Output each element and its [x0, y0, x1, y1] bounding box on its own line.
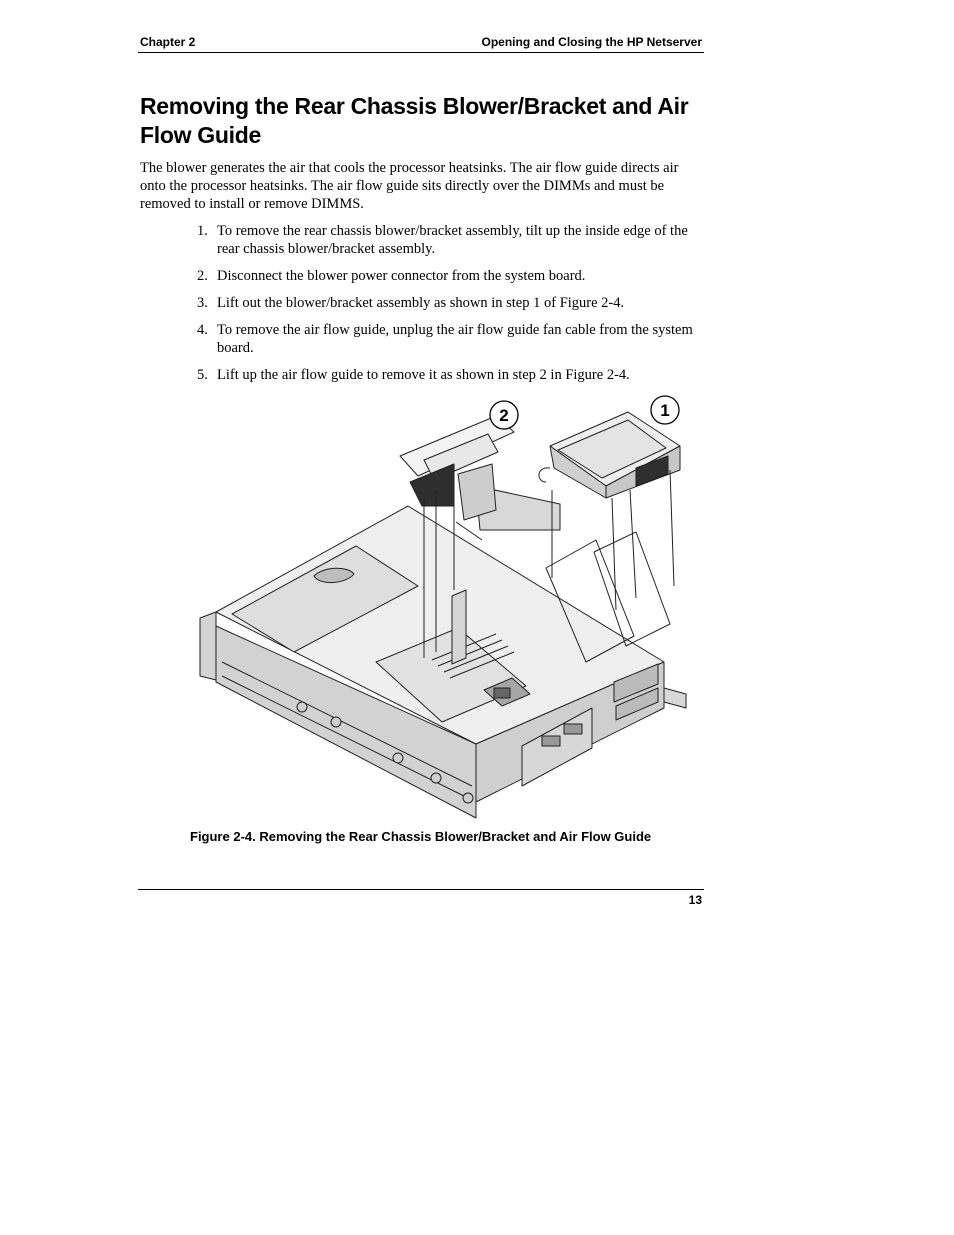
intro-paragraph: The blower generates the air that cools the processor heatsinks. The air flow guide directs air onto the processor heatsinks. The air flow guide sits directly over the DIMMs and must be removed to install or remove DIMMS.	[140, 160, 679, 212]
running-header-chapter: Chapter 2	[140, 35, 196, 49]
step-text: To remove the rear chassis blower/bracket assembly, tilt up the inside edge of the rear chassis blower/bracket assembly.	[217, 223, 688, 257]
callout-2	[490, 401, 518, 429]
section-title: Removing the Rear Chassis Blower/Bracket and Air Flow Guide	[140, 93, 689, 148]
step-number: 1.	[197, 223, 208, 239]
procedure-steps	[197, 222, 697, 393]
step-number: 3.	[197, 295, 208, 311]
step-3	[197, 294, 697, 312]
callout-2-label: 2	[499, 406, 509, 425]
footer-rule	[138, 889, 704, 890]
running-header-section: Opening and Closing the HP Netserver	[481, 35, 702, 49]
callout-1-label: 1	[660, 401, 670, 420]
callout-1	[651, 396, 679, 424]
page-number: 13	[688, 893, 702, 907]
step-text: Lift out the blower/bracket assembly as shown in step 1 of Figure 2-4.	[217, 295, 625, 311]
figure-caption: Figure 2-4. Removing the Rear Chassis Blower/Bracket and Air Flow Guide	[190, 829, 652, 844]
step-number: 2.	[197, 268, 208, 284]
chassis-exploded-illustration	[196, 390, 696, 822]
step-text: Disconnect the blower power connector from the system board.	[217, 268, 586, 284]
step-5	[197, 366, 697, 384]
step-text: To remove the air flow guide, unplug the air flow guide fan cable from the system board.	[217, 322, 693, 356]
step-4	[197, 321, 697, 357]
step-text: Lift up the air flow guide to remove it as shown in step 2 in Figure 2-4.	[217, 367, 630, 383]
step-number: 5.	[197, 367, 208, 383]
header-rule	[138, 52, 704, 53]
step-number: 4.	[197, 322, 208, 338]
step-1	[197, 222, 697, 258]
step-2	[197, 267, 697, 285]
